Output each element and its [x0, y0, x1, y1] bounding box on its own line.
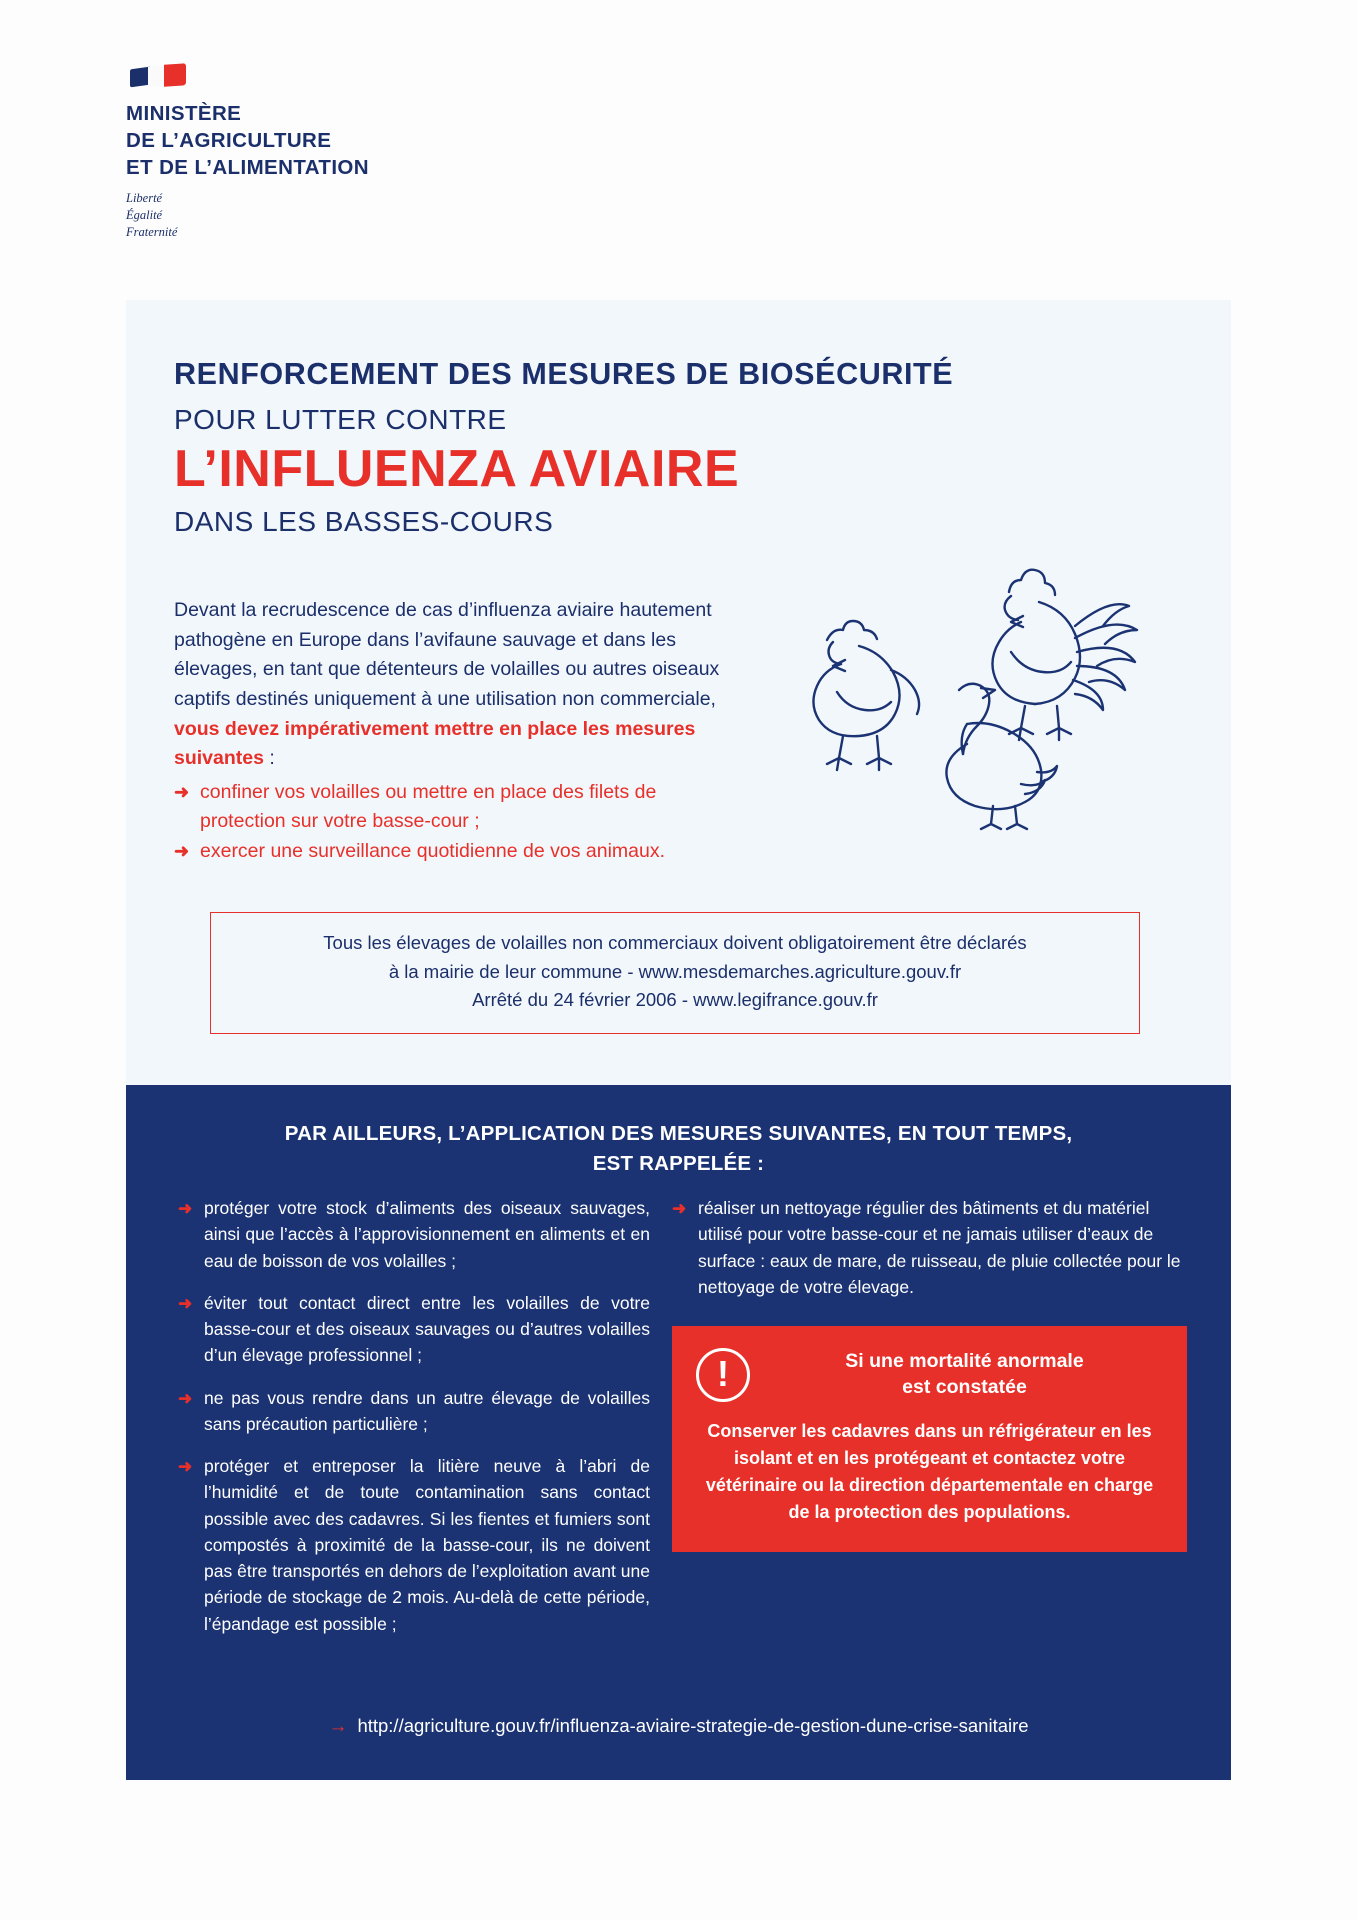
subtitle-basses-cours: DANS LES BASSES-COURS [174, 506, 554, 538]
alert-body: Conserver les cadavres dans un réfrigérateur en les isolant et en les protégeant et contactez votre vétérinaire ou la direction départementale en charge de la protection des populations. [705, 1421, 1154, 1522]
list-item-label: éviter tout contact direct entre les volailles de votre basse-cour et des oiseaux sauvages ou d’autres volailles d’un élevage professionnel ; [204, 1292, 650, 1366]
alert-title [766, 1349, 1163, 1400]
arrow-icon: ➜ [178, 1457, 193, 1476]
ministry-name-line-3: ET DE L’ALIMENTATION [126, 156, 369, 180]
ministry-name [126, 100, 546, 181]
list-item-label: protéger et entreposer la litière neuve à l’abri de l’humidité et de toute contamination sans contact possible avec des cadavres. Si les fientes et fumiers sont compostés à proximité de la basse-cour, ils ne doivent pas être transportés en dehors de l’exploitation avant une période de stockage de 2 mois. Au-delà de cette période, l’épandage est possible ; [204, 1456, 650, 1634]
list-item-label: réaliser un nettoyage régulier des bâtiments et du matériel utilisé pour votre basse-cour et ne jamais utiliser d’eaux de surface : eaux de mare, de ruisseau, de pluie collectée pour le nettoyage de votre élevage. [698, 1198, 1181, 1297]
arrow-icon: ➜ [178, 1199, 193, 1218]
declaration-box [210, 912, 1140, 1034]
poster-headings [126, 300, 1231, 538]
arrow-icon: ➜ [174, 781, 190, 802]
list-item [178, 1385, 650, 1438]
list-item [174, 837, 734, 867]
intro-paragraph: Devant la recrudescence de cas d’influenza aviaire hautement pathogène en Europe dans l’avifaune sauvage et dans les élevages, en tant que détenteurs de volailles ou autres oiseaux captifs destinés uniquement à une utilisation non commerciale, [174, 599, 720, 710]
measures-left-column [178, 1195, 650, 1653]
motto-egalite: Égalité [126, 208, 163, 223]
intro-text-block [174, 596, 734, 867]
mortality-alert-box [672, 1326, 1187, 1552]
intro-bullet-list [174, 778, 734, 867]
list-item [178, 1290, 650, 1369]
arrow-icon: ➜ [178, 1293, 193, 1313]
republic-motto [126, 190, 546, 241]
declaration-line-2: à la mairie de leur commune - www.mesdemarches.agriculture.gouv.fr [388, 960, 962, 982]
list-item [178, 1195, 650, 1274]
list-item [672, 1195, 1187, 1300]
subtitle-pour-lutter: POUR LUTTER CONTRE [174, 403, 507, 435]
intro-bold-phrase: vous devez impérativement mettre en place les mesures suivantes [174, 717, 696, 770]
list-item-label: ne pas vous rendre dans un autre élevage de volailles sans précaution particulière ; [204, 1387, 650, 1434]
alert-title-line-2: est constatée [902, 1376, 1027, 1398]
list-item [178, 1453, 650, 1637]
alert-header [696, 1348, 1163, 1402]
poster-top-panel [126, 300, 1231, 1085]
list-item [174, 778, 734, 837]
list-item-label: confiner vos volailles ou mettre en place des filets de protection sur votre basse-cour ; [200, 780, 657, 833]
intro-colon: : [263, 747, 275, 770]
list-item-label: exercer une surveillance quotidienne de vos animaux. [200, 840, 666, 862]
website-link[interactable]: http://agriculture.gouv.fr/influenza-aviaire-strategie-de-gestion-dune-crise-sanitaire [357, 1715, 1029, 1736]
motto-liberte: Liberté [126, 191, 163, 206]
page-title: RENFORCEMENT DES MESURES DE BIOSÉCURITÉ [174, 357, 954, 391]
alert-title-line-1: Si une mortalité anormale [845, 1350, 1084, 1373]
measures-columns [126, 1195, 1231, 1653]
measures-right-column [672, 1195, 1187, 1653]
exclamation-circle-icon: ! [696, 1348, 750, 1402]
poultry-chickens-rooster-goose-drawing [793, 550, 1193, 850]
motto-fraternite: Fraternité [126, 224, 178, 239]
ministry-header [126, 62, 546, 241]
declaration-line-1: Tous les élevages de volailles non commerciaux doivent obligatoirement être déclarés [323, 932, 1027, 953]
footer-link-row[interactable] [126, 1715, 1231, 1738]
poster-body [126, 300, 1231, 1780]
poultry-illustration [793, 550, 1193, 850]
declaration-line-3: Arrêté du 24 février 2006 - www.legifrance.gouv.fr [472, 989, 878, 1011]
arrow-icon: ➜ [672, 1199, 687, 1218]
measures-title-line-2: EST RAPPELÉE : [592, 1151, 765, 1175]
list-item-label: protéger votre stock d’aliments des oiseaux sauvages, ainsi que l’accès à l’approvisionnement en aliments et en eau de boisson de vos volailles ; [204, 1198, 650, 1271]
ministry-name-line-2: DE L’AGRICULTURE [126, 129, 332, 153]
measures-title-line-1: PAR AILLEURS, L’APPLICATION DES MESURES SUIVANTES, EN TOUT TEMPS, [284, 1122, 1073, 1145]
ministry-name-line-1: MINISTÈRE [126, 102, 242, 125]
title-influenza-aviaire: L’INFLUENZA AVIAIRE [174, 439, 740, 498]
french-flag-icon [130, 62, 188, 92]
arrow-icon: → [328, 1716, 348, 1737]
arrow-icon: ➜ [174, 841, 190, 861]
poster-bottom-panel [126, 1085, 1231, 1780]
arrow-icon: ➜ [178, 1388, 193, 1408]
measures-title [126, 1085, 1231, 1178]
